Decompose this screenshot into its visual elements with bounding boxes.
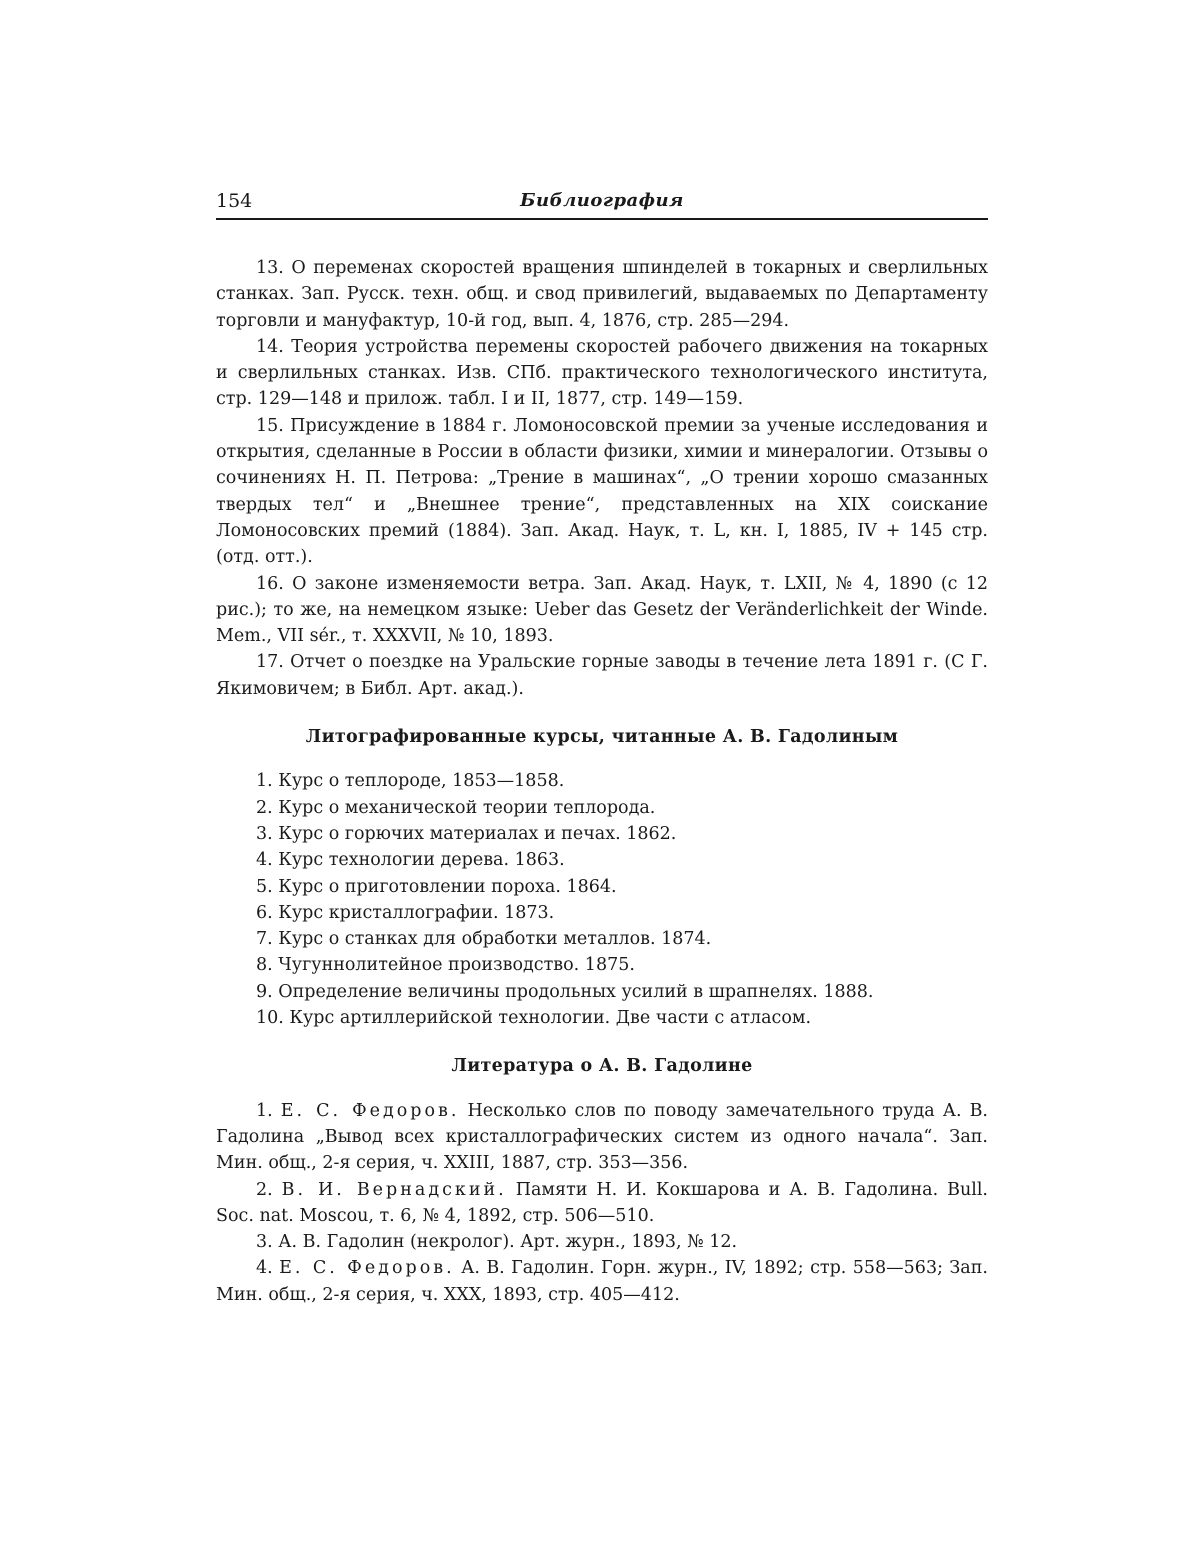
entry-text: Памяти Н. И. Кокшарова и А. В. Гадолина. Bull. Soc. nat. Moscou, т. 6, № 4, 1892, стр. 506—510. — [216, 1180, 988, 1226]
works-list — [216, 255, 988, 702]
course-item — [216, 1005, 988, 1031]
entry-text: Курс о станках для обработки металлов. 1874. — [278, 929, 711, 949]
courses-list — [216, 768, 988, 1031]
literature-heading: Литература о А. В. Гадолине — [216, 1053, 988, 1079]
running-head — [216, 188, 988, 220]
entry-text: А. В. Гадолин. Горн. журн., IV, 1892; стр. 558—563; Зап. Мин. общ., 2-я серия, ч. XXX, 1893, стр. 405—412. — [216, 1258, 988, 1304]
entry-text: Курс кристаллографии. 1873. — [278, 903, 554, 923]
courses-heading: Литографированные курсы, читанные А. В. Гадолиным — [216, 724, 988, 750]
page-number: 154 — [216, 190, 252, 212]
entry-author: Е. С. Федоров. — [281, 1101, 460, 1121]
entry-text: Курс о приготовлении пороха. 1864. — [278, 877, 616, 897]
entry-number: 5. — [256, 877, 273, 897]
entry-number: 1. — [256, 771, 273, 791]
entry-text: Несколько слов по поводу замечательного труда А. В. Гадолина „Вывод всех кристаллографических систем из одного начала“. Зап. Мин. общ., 2-я серия, ч. XXIII, 1887, стр. 353—356. — [216, 1101, 988, 1174]
entry-text: Курс о механической теории теплорода. — [278, 798, 655, 818]
course-item — [216, 795, 988, 821]
entry-text: Чугуннолитейное производство. 1875. — [278, 955, 635, 975]
entry-author: В. И. Вернадский. — [282, 1180, 507, 1200]
literature-entry-3 — [216, 1229, 988, 1255]
course-item — [216, 768, 988, 794]
work-entry-14 — [216, 334, 988, 413]
entry-number: 4. — [256, 1258, 273, 1278]
entry-text: Курс артиллерийской технологии. Две части с атласом. — [289, 1008, 811, 1028]
course-item — [216, 979, 988, 1005]
entry-number: 2. — [256, 798, 273, 818]
work-entry-15 — [216, 413, 988, 571]
entry-number: 10. — [256, 1008, 284, 1028]
entry-number: 6. — [256, 903, 273, 923]
entry-text: Присуждение в 1884 г. Ломоносовской премии за ученые исследования и открытия, сделанные в России в области физики, химии и минералогии. Отзывы о сочинениях Н. П. Петрова: „Трение в машинах“, „О трении хорошо смазанных твердых тел“ и „Внешнее трение“, представленных на XIX соискание Ломоносовских премий (1884). Зап. Акад. Наук, т. L, кн. I, 1885, IV + 145 стр. (отд. отт.). — [216, 416, 988, 567]
literature-entry-1 — [216, 1098, 988, 1177]
work-entry-17 — [216, 649, 988, 702]
entry-number: 3. — [256, 824, 273, 844]
course-item — [216, 821, 988, 847]
entry-number: 16. — [256, 574, 284, 594]
entry-text: Теория устройства перемены скоростей рабочего движения на токарных и сверлильных станках. Изв. СПб. практического технологического института, стр. 129—148 и прилож. табл. I и II, 1877, стр. 149—159. — [216, 337, 988, 410]
entry-number: 1. — [256, 1101, 273, 1121]
entry-text: Курс о горючих материалах и печах. 1862. — [278, 824, 676, 844]
entry-number: 3. — [256, 1232, 273, 1252]
work-entry-16 — [216, 571, 988, 650]
entry-number: 15. — [256, 416, 284, 436]
entry-text: Отчет о поездке на Уральские горные заводы в течение лета 1891 г. (С Г. Якимовичем; в Библ. Арт. акад.). — [216, 652, 988, 698]
entry-text: О законе изменяемости ветра. Зап. Акад. Наук, т. LXII, № 4, 1890 (с 12 рис.); то же, на немецком языке: Ueber das Gesetz der Veränderlichkeit der Winde. Mem., VII sér., т. XXXVII, № 10, 1893. — [216, 574, 988, 647]
entry-author: Е. С. Федоров. — [279, 1258, 455, 1278]
entry-text: А. В. Гадолин (некролог). Арт. журн., 1893, № 12. — [278, 1232, 737, 1252]
course-item — [216, 847, 988, 873]
entry-text: Курс технологии дерева. 1863. — [278, 850, 564, 870]
entry-number: 17. — [256, 652, 284, 672]
course-item — [216, 900, 988, 926]
course-item — [216, 952, 988, 978]
work-entry-13 — [216, 255, 988, 334]
book-page — [0, 0, 1200, 1560]
entry-number: 9. — [256, 982, 273, 1002]
entry-number: 7. — [256, 929, 273, 949]
literature-list — [216, 1098, 988, 1308]
entry-text: Курс о теплороде, 1853—1858. — [278, 771, 564, 791]
literature-entry-2 — [216, 1177, 988, 1230]
entry-text: Определение величины продольных усилий в шрапнелях. 1888. — [278, 982, 873, 1002]
entry-text: О переменах скоростей вращения шпинделей в токарных и сверлильных станках. Зап. Русск. техн. общ. и свод привилегий, выдаваемых по Департаменту торговли и мануфактур, 10-й год, вып. 4, 1876, стр. 285—294. — [216, 258, 988, 331]
entry-number: 2. — [256, 1180, 273, 1200]
literature-entry-4 — [216, 1255, 988, 1308]
course-item — [216, 926, 988, 952]
page-body — [216, 255, 988, 1308]
entry-number: 13. — [256, 258, 284, 278]
entry-number: 4. — [256, 850, 273, 870]
course-item — [216, 874, 988, 900]
entry-number: 8. — [256, 955, 273, 975]
entry-number: 14. — [256, 337, 284, 357]
running-title: Библиография — [216, 190, 988, 211]
